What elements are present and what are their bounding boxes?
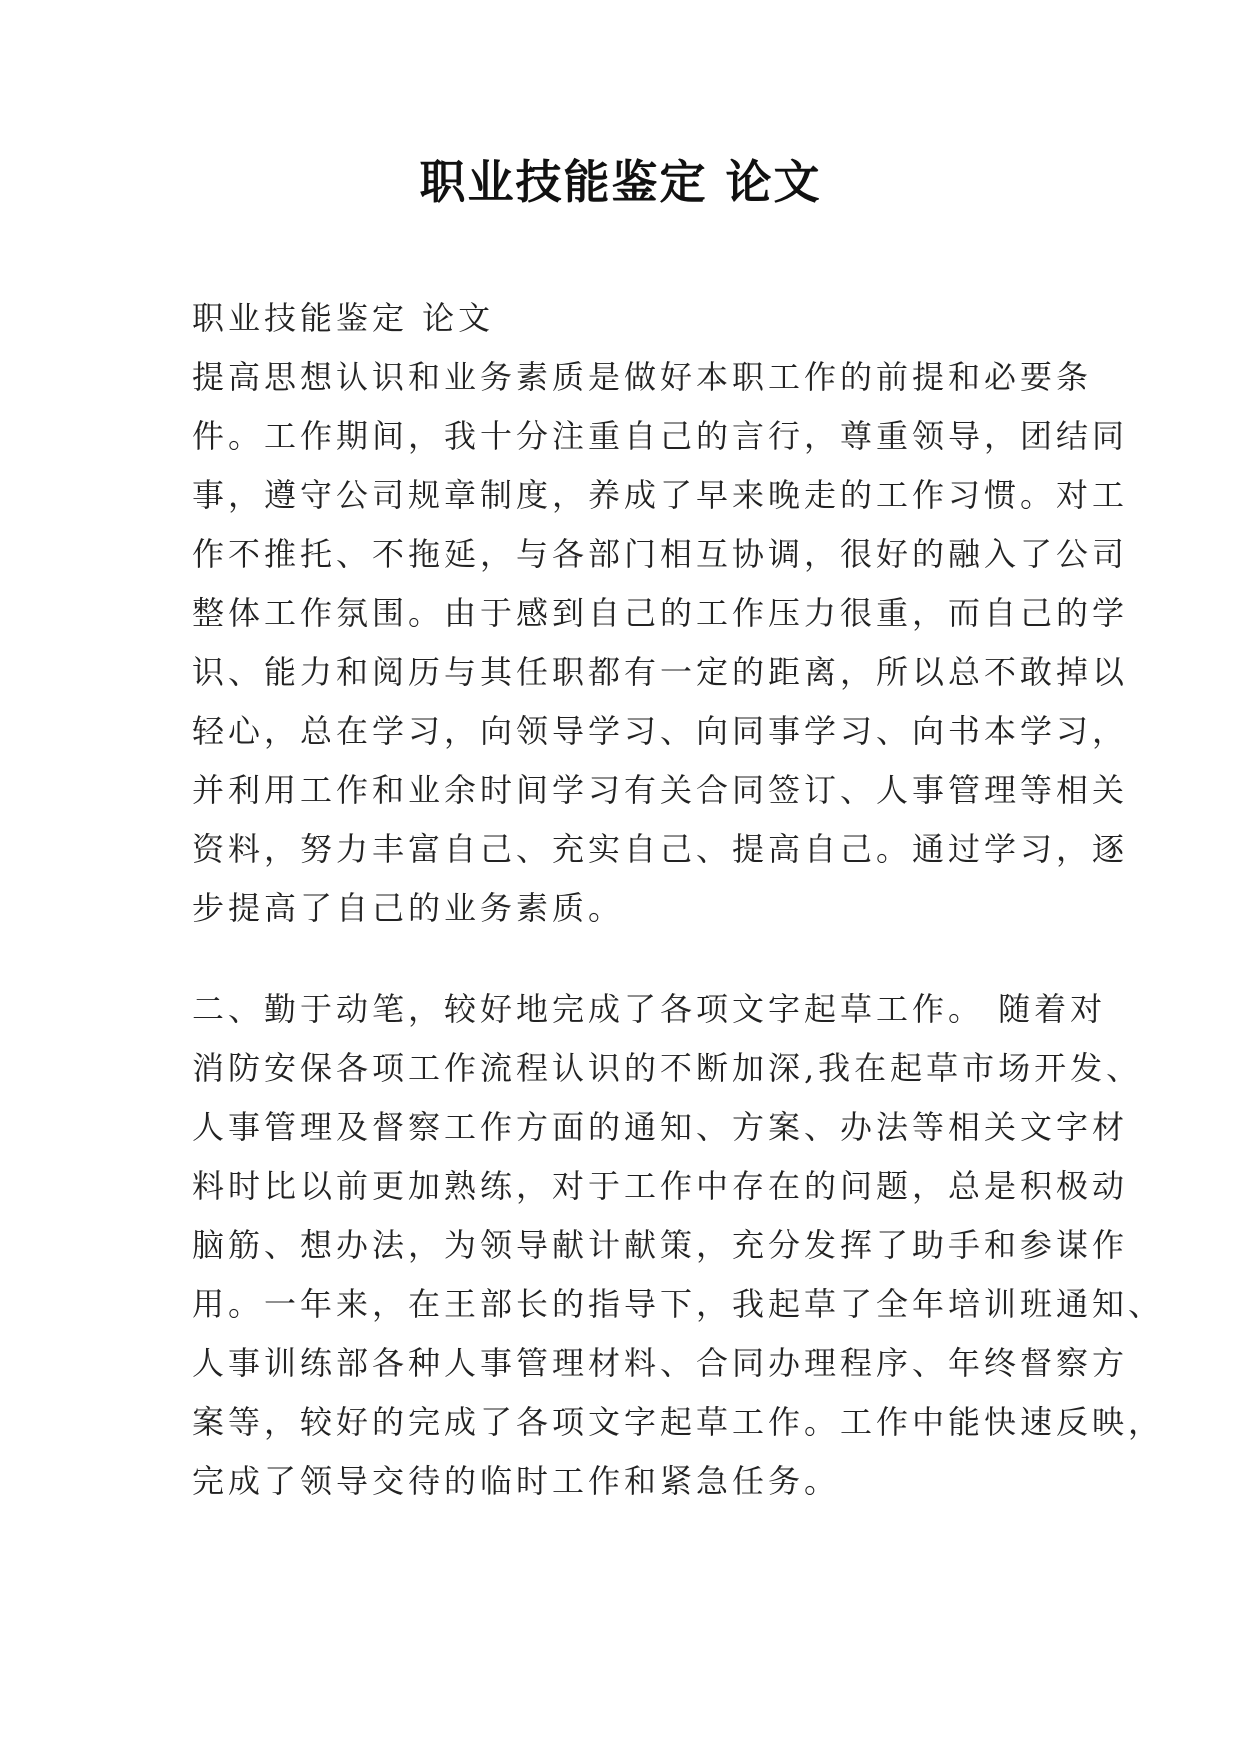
paragraph-2-line: 完成了领导交待的临时工作和紧急任务。 xyxy=(192,1462,841,1500)
paragraph-2-line: 案等，较好的完成了各项文字起草工作。工作中能快速反映， xyxy=(192,1403,1165,1441)
paragraph-2 xyxy=(192,980,1165,1511)
paragraph-1-line: 整体工作氛围。由于感到自己的工作压力很重，而自己的学 xyxy=(192,594,1129,632)
paragraph-1 xyxy=(192,348,1129,938)
paragraph-1-line: 资料，努力丰富自己、充实自己、提高自己。通过学习，逐 xyxy=(192,830,1129,868)
paragraph-2-line: 用。一年来，在王部长的指导下，我起草了全年培训班通知、 xyxy=(192,1285,1165,1323)
paragraph-2-line: 人事训练部各种人事管理材料、合同办理程序、年终督察方 xyxy=(192,1344,1129,1382)
paragraph-2-line: 消防安保各项工作流程认识的不断加深,我在起草市场开发、 xyxy=(192,1049,1143,1087)
paragraph-1-line: 步提高了自己的业务素质。 xyxy=(192,889,625,927)
paragraph-1-line: 作不推托、不拖延，与各部门相互协调，很好的融入了公司 xyxy=(192,535,1129,573)
paragraph-1-line: 提高思想认识和业务素质是做好本职工作的前提和必要条 xyxy=(192,358,1093,396)
document-subtitle xyxy=(192,289,1052,348)
subtitle-line: 职业技能鉴定 论文 xyxy=(192,299,495,337)
paragraph-2-line: 脑筋、想办法，为领导献计献策，充分发挥了助手和参谋作 xyxy=(192,1226,1129,1264)
document-title: 职业技能鉴定 论文 xyxy=(419,155,822,209)
paragraph-1-line: 识、能力和阅历与其任职都有一定的距离，所以总不敢掉以 xyxy=(192,653,1129,691)
paragraph-2-line: 人事管理及督察工作方面的通知、方案、办法等相关文字材 xyxy=(192,1108,1129,1146)
paragraph-1-line: 并利用工作和业余时间学习有关合同签订、人事管理等相关 xyxy=(192,771,1129,809)
paragraph-1-line: 事，遵守公司规章制度，养成了早来晚走的工作习惯。对工 xyxy=(192,476,1129,514)
paragraph-2-line: 料时比以前更加熟练，对于工作中存在的问题，总是积极动 xyxy=(192,1167,1129,1205)
paragraph-2-line: 二、勤于动笔，较好地完成了各项文字起草工作。 随着对 xyxy=(192,990,1107,1028)
paragraph-1-line: 件。工作期间，我十分注重自己的言行，尊重领导，团结同 xyxy=(192,417,1129,455)
paragraph-1-line: 轻心，总在学习，向领导学习、向同事学习、向书本学习， xyxy=(192,712,1129,750)
